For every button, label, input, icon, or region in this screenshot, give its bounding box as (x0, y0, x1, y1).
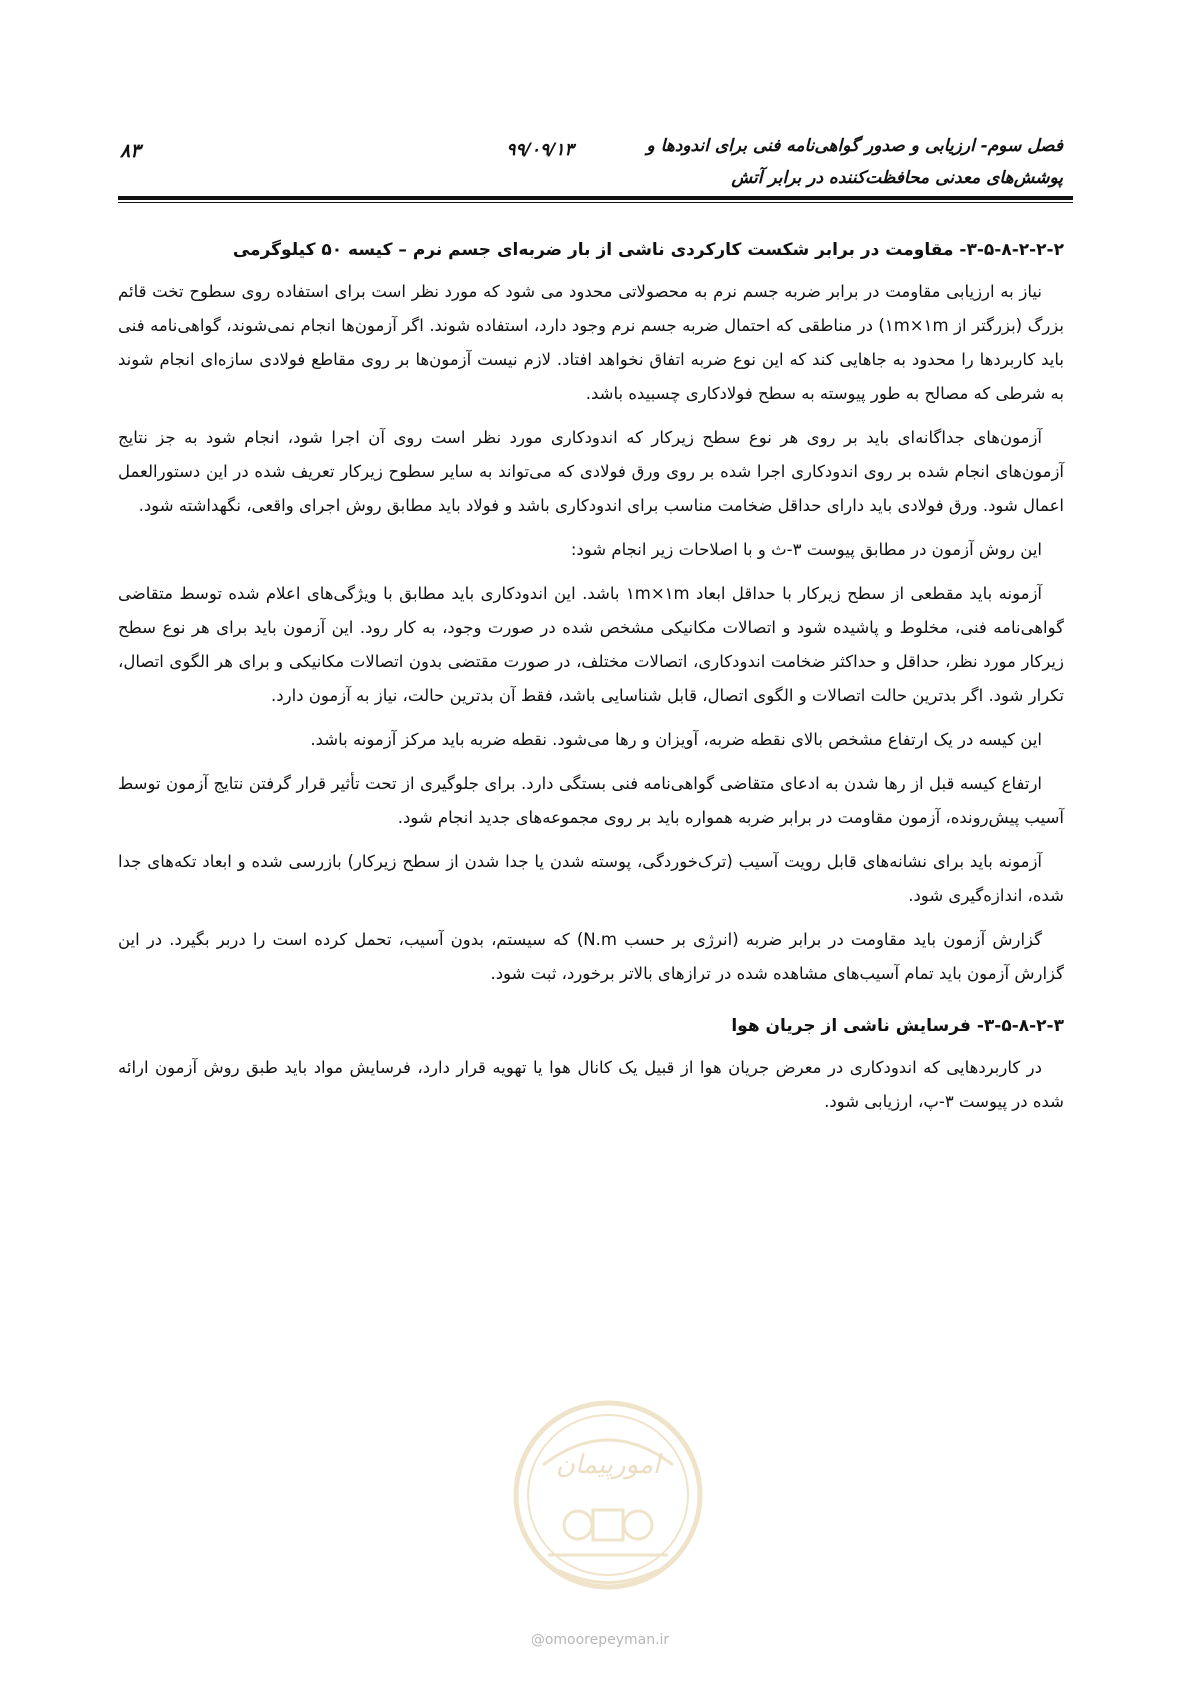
paragraph: در کاربردهایی که اندودکاری در معرض جریان هوا از قبیل یک کانال هوا یا تهویه قرار دارد، فرسایش مواد باید طبق روش آزمون ارائه شده در پیوست ۳-پ، ارزیابی شود. (118, 1058, 1064, 1111)
paragraph: آزمونه باید مقطعی از سطح زیرکار با حداقل ابعاد ۱m×۱m باشد. این اندودکاری باید مطابق با ویژگی‌های اعلام شده توسط متقاضی گواهی‌نامه فنی، مخلوط و پاشیده شود و اتصالات مکانیکی مشخص شده در صورت وجود، به کار رود. این آزمون باید برای هر نوع سطح زیرکار مورد نظر، حداقل و حداکثر ضخامت اندودکاری، اتصالات مختلف، در صورت مقتضی بدون اتصالات مکانیکی و برای هر الگوی اتصال، تکرار شود. اگر بدترین حالت اتصالات و الگوی اتصال، قابل شناسایی باشد، فقط آن بدترین حالت، نیاز به آزمون دارد. (118, 584, 1064, 705)
chapter-title-line2: پوشش‌های معدنی محافظت‌کننده در برابر آتش (731, 168, 1063, 188)
paragraph: ارتفاع کیسه قبل از رها شدن به ادعای متقاضی گواهی‌نامه فنی بستگی دارد. برای جلوگیری از تحت تأثیر قرار گرفتن نتایج آزمون توسط آسیب پیش‌رونده، آزمون مقاومت در برابر ضربه همواره باید بر روی مجموعه‌های جدید انجام شود. (118, 774, 1064, 827)
paragraph: آزمونه باید برای نشانه‌های قابل رویت آسیب (ترک‌خوردگی، پوسته شدن یا جدا شدن از سطح زیرکار) بازرسی شده و ابعاد تکه‌های جدا شده، اندازه‌گیری شود. (118, 852, 1064, 905)
chapter-title-line1: فصل سوم- ارزیابی و صدور گواهی‌نامه فنی برای اندودها و (646, 136, 1063, 156)
paragraph: آزمون‌های جداگانه‌ای باید بر روی هر نوع سطح زیرکار که اندودکاری مورد نظر است روی آن اجرا شود، انجام شود به جز نتایج آزمون‌های انجام شده بر روی اندودکاری اجرا شده بر روی ورق فولادی که می‌تواند به سایر سطوح زیرکار تعریف شده در این دستورالعمل اعمال شود. ورق فولادی باید دارای حداقل ضخامت مناسب برای اندودکاری باشد و فولاد باید مطابق روش اجرای واقعی، نگهداشته شود. (118, 428, 1064, 515)
paragraph: نیاز به ارزیابی مقاومت در برابر ضربه جسم نرم به محصولاتی محدود می شود که مورد نظر است برای استفاده روی سطوح تخت قائم بزرگ (بزرگتر از ۱m×۱m) در مناطقی که احتمال ضربه جسم نرم وجود دارد، استفاده شوند. اگر آزمون‌ها انجام نمی‌شوند، گواهی‌نامه فنی باید کاربردها را محدود به جاهایی کند که این نوع ضربه اتفاق نخواهد افتاد. لازم نیست آزمون‌ها بر روی مقاطع فولادی سازه‌ای انجام شوند به شرطی که مصالح به طور پیوسته به سطح فولادکاری چسبیده باشد. (118, 282, 1064, 403)
chapter-title (543, 130, 1063, 194)
watermark-url: @omoorepeyman.ir (530, 1632, 670, 1648)
stamp-lettering: امورپیمان (555, 1450, 661, 1480)
header-rule-thick (118, 196, 1073, 200)
paragraph: این روش آزمون در مطابق پیوست ۳-ث و با اصلاحات زیر انجام شود: (570, 540, 1042, 559)
page-number: ۸۳ (120, 140, 141, 162)
paragraph: گزارش آزمون باید مقاومت در برابر ضربه (انرژی بر حسب N.m) که سیستم، بدون آسیب، تحمل کرده است را دربر بگیرد. در این گزارش آزمون باید تمام آسیب‌های مشاهده شده در ترازهای بالاتر برخورد، ثبت شود. (118, 930, 1064, 983)
watermark-stamp-logo (508, 1395, 708, 1615)
paragraph: این کیسه در یک ارتفاع مشخص بالای نقطه ضربه، آویزان و رها می‌شود. نقطه ضربه باید مرکز آزمونه باشد. (310, 730, 1042, 749)
header-date: ۹۹/۰۹/۱۳ (506, 140, 574, 160)
section-heading-soft-body-impact: ۳-۵-۸-۲-۲-۲- مقاومت در برابر شکست کارکردی ناشی از بار ضربه‌ای جسم نرم – کیسه ۵۰ کیلوگرمی (232, 240, 1064, 260)
section-heading-air-erosion: ۳-۵-۸-۲-۳- فرسایش ناشی از جریان هوا (731, 1016, 1064, 1036)
header-rule-thin (118, 202, 1073, 203)
body-content (118, 235, 1064, 1129)
